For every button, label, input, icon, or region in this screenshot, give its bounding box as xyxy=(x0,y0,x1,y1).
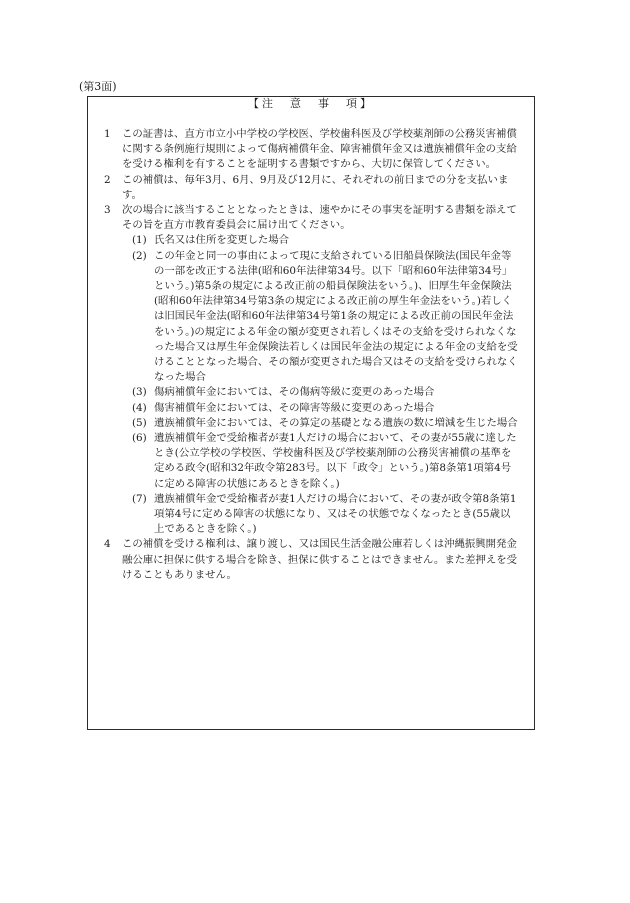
notice-item-4 xyxy=(104,537,520,583)
notice-content xyxy=(104,127,520,583)
sub-item-text: 遺族補償年金においては、その算定の基礎となる遺族の数に増減を生じた場合 xyxy=(154,416,518,429)
notice-item-3 xyxy=(104,203,520,233)
sub-item-number: (5) xyxy=(132,416,147,429)
sub-item-text: 遺族補償年金で受給権者が妻1人だけの場合において、その妻が政令第8条第1項第4号に定める障害の状態になり、又はその状態でなくなったとき(55歳以上であるときを除く。) xyxy=(154,492,517,536)
sub-item-number: (7) xyxy=(132,492,147,505)
sub-item-3 xyxy=(104,385,520,400)
item-text: この補償は、毎年3月、6月、9月及び12月に、それぞれの前日までの分を支払います。 xyxy=(122,173,509,201)
item-number: 4 xyxy=(104,538,111,551)
sub-item-text: 遺族補償年金で受給権者が妻1人だけの場合において、その妻が55歳に達したとき(公立学校の学校医、学校歯科医及び学校薬剤師の公務災害補償の基準を定める政令(昭和32年政令第283号。以下「政令」という。)第8条第1項第4号に定める障害の状態にあるときを除く。) xyxy=(154,432,517,490)
sub-item-6 xyxy=(104,431,520,492)
page-label: (第3面) xyxy=(79,80,117,93)
sub-item-2 xyxy=(104,249,520,386)
item-text: この証書は、直方市立小中学校の学校医、学校歯科医及び学校薬剤師の公務災害補償に関する条例施行規則によって傷病補償年金、障害補償年金又は遺族補償年金の支給を受ける権利を有することを証明する書類ですから、大切に保管してください。 xyxy=(122,128,517,171)
sub-item-text: 氏名又は住所を変更した場合 xyxy=(154,234,290,247)
sub-item-5 xyxy=(104,416,520,431)
item-text: 次の場合に該当することとなったときは、速やかにその事実を証明する書類を添えてその旨を直方市教育委員会に届け出てください。 xyxy=(122,204,517,232)
sub-item-4 xyxy=(104,401,520,416)
item-3-sublist xyxy=(104,233,520,537)
sub-item-number: (4) xyxy=(132,401,147,414)
item-number: 3 xyxy=(104,204,111,217)
sub-item-7 xyxy=(104,492,520,538)
item-text: この補償を受ける権利は、譲り渡し、又は国民生活金融公庫若しくは沖縄振興開発金融公庫に担保に供する場合を除き、担保に供することはできません。また差押えを受けることもありません。 xyxy=(122,538,518,581)
sub-item-number: (2) xyxy=(132,249,147,262)
notice-box xyxy=(87,96,535,730)
sub-item-number: (6) xyxy=(132,432,147,445)
sub-item-number: (3) xyxy=(132,386,147,399)
notice-title: 【注 意 事 項】 xyxy=(248,97,374,110)
notice-item-2 xyxy=(104,173,520,203)
sub-item-text: 傷病補償年金においては、その傷病等級に変更のあった場合 xyxy=(154,386,435,399)
sub-item-text: 傷害補償年金においては、その障害等級に変更のあった場合 xyxy=(154,401,435,414)
notice-item-1 xyxy=(104,127,520,173)
item-number: 1 xyxy=(104,128,111,140)
sub-item-text: この年金と同一の事由によって現に支給されている旧船員保険法(国民年金等の一部を改正する法律(昭和60年法律第34号。以下「昭和60年法律第34号」という。)第5条の規定による改正前の船員保険法をいう。)、旧厚生年金保険法(昭和60年法律第34号第3条の規定による改正前の厚生年金法をいう。)若しくは旧国民年金法(昭和60年法律第34号第1条の規定による改正前の国民年金法をいう。)の規定による年金の額が変更され若しくはその支給を受けられなくなった場合又は厚生年金保険法若しくは国民年金法の規定による年金の支給を受けることとなった場合、その額が変更された場合又はその支給を受けられなくなった場合 xyxy=(154,249,518,384)
sub-item-1 xyxy=(104,233,520,248)
sub-item-number: (1) xyxy=(132,234,147,247)
item-number: 2 xyxy=(104,173,111,186)
